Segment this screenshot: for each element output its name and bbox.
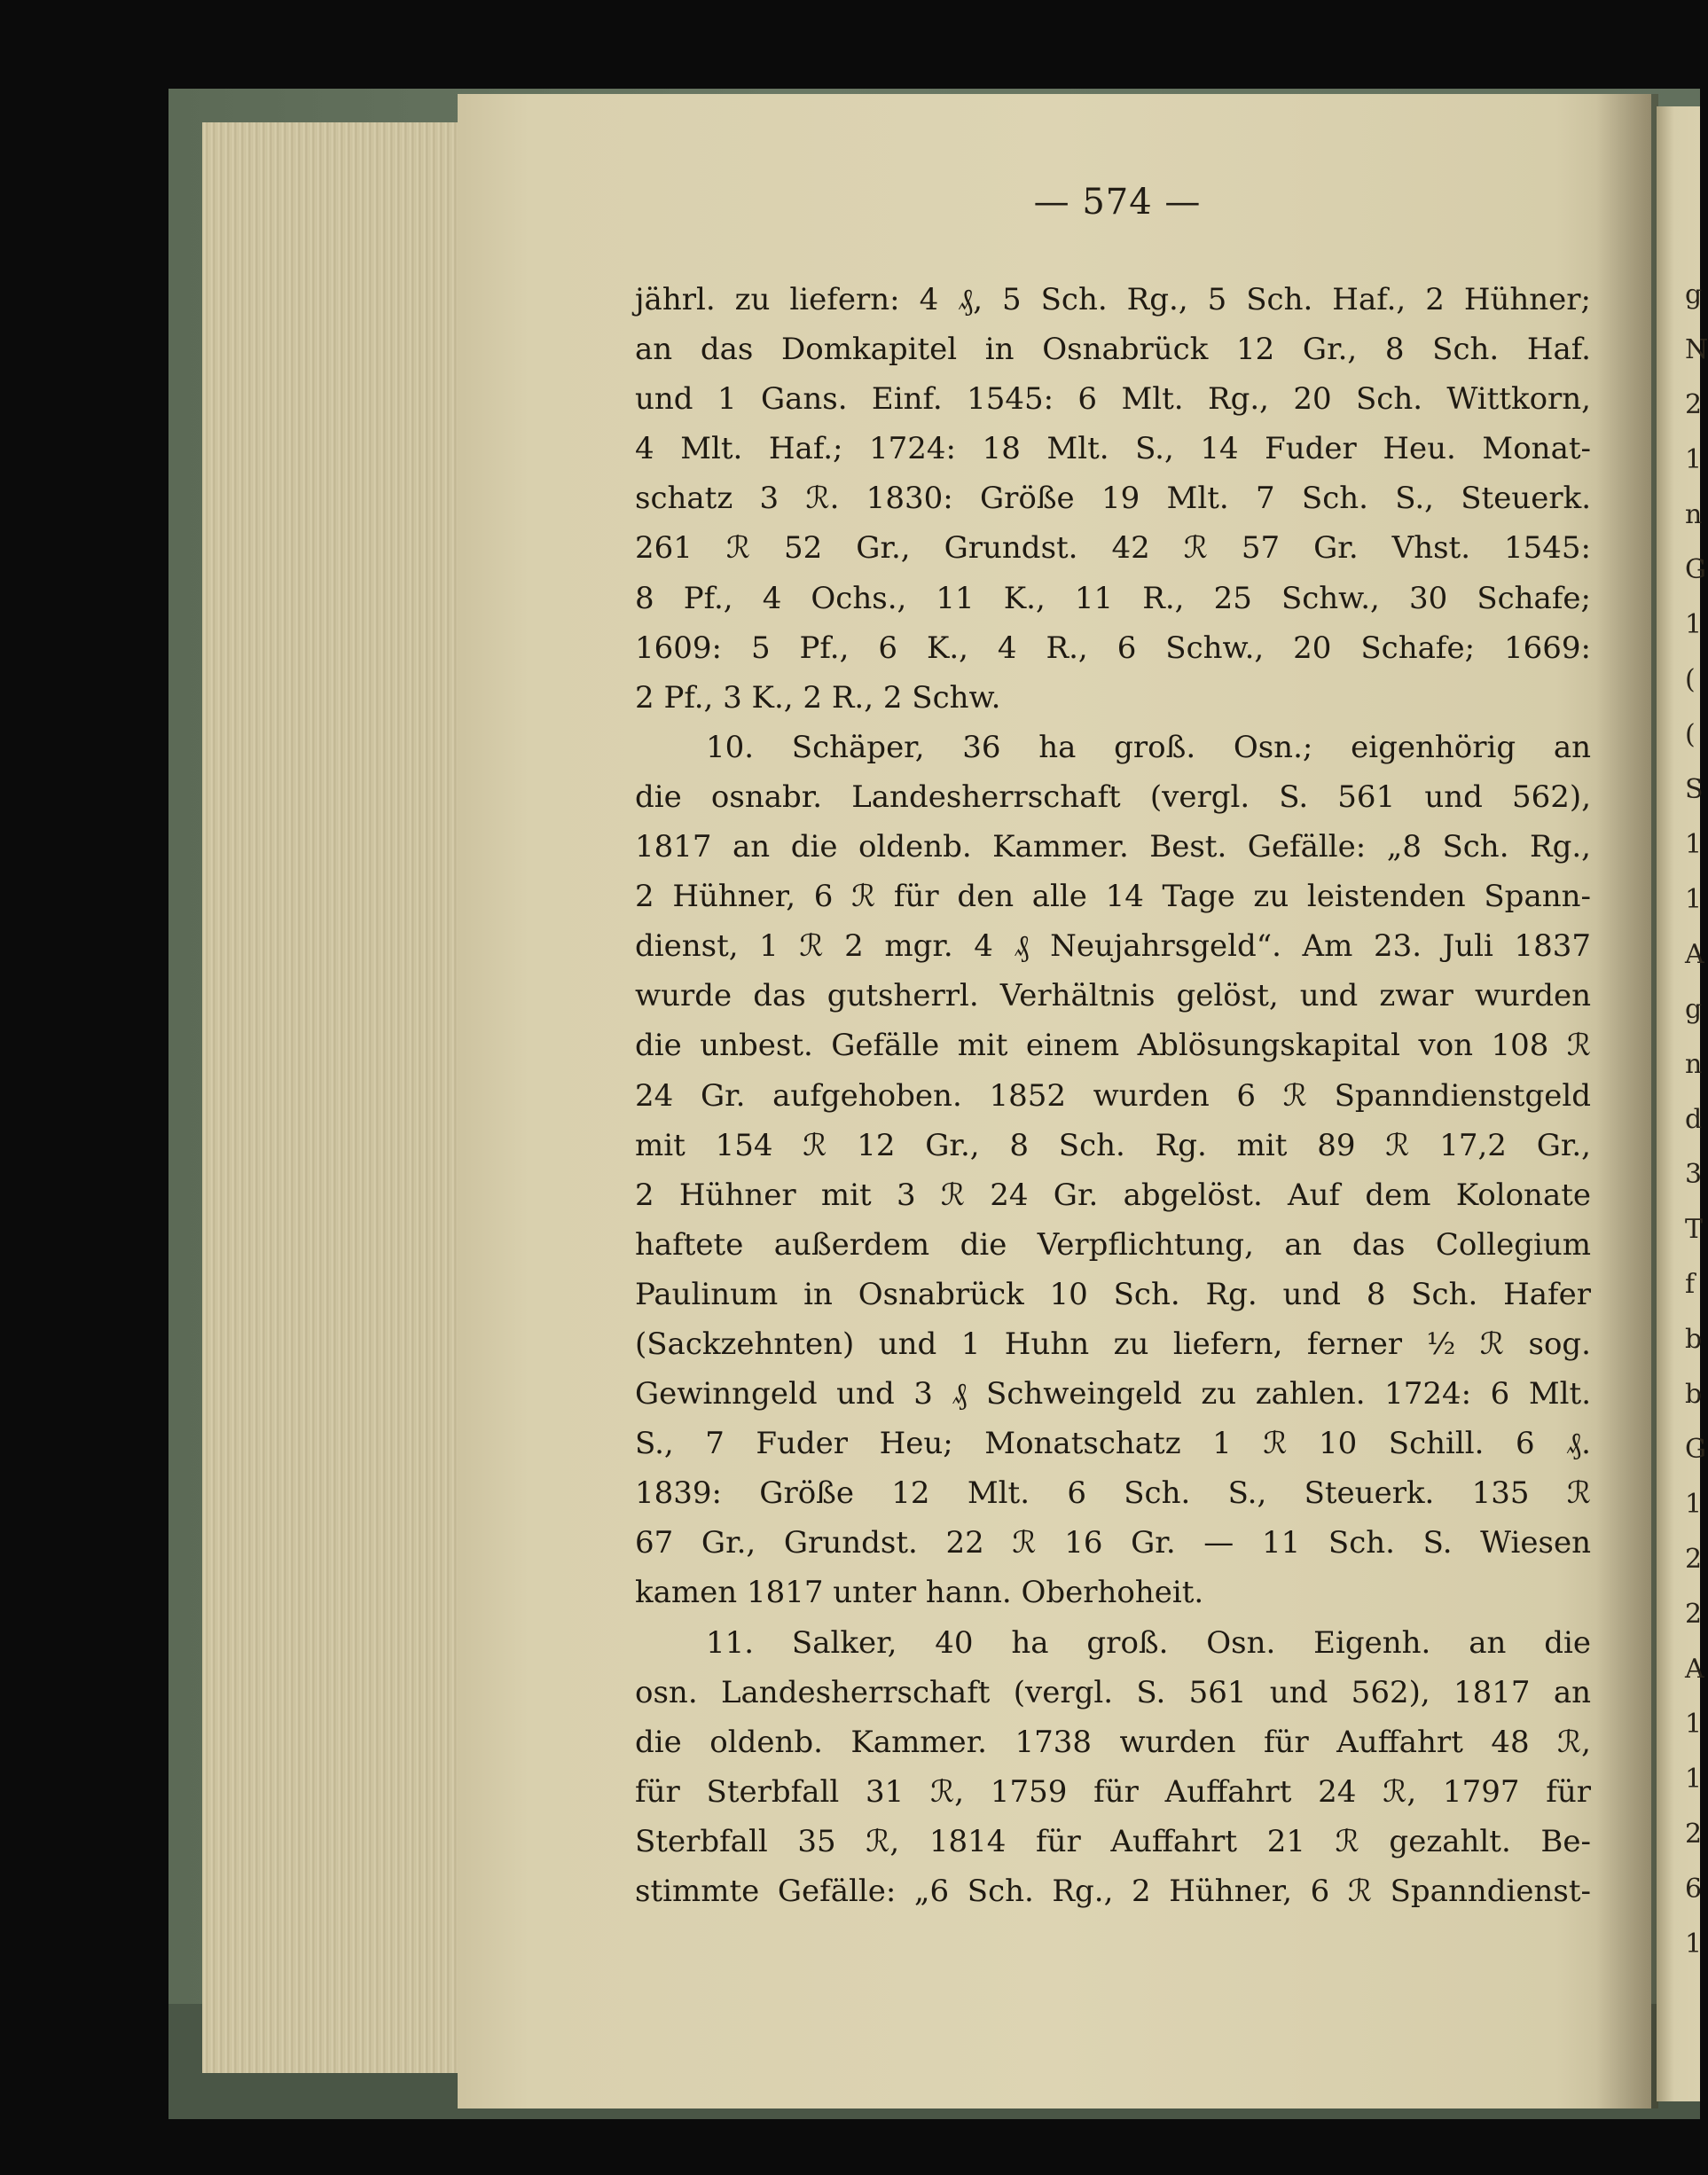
facing-page-char: 1 bbox=[1685, 884, 1703, 915]
facing-page-char: 1 bbox=[1685, 829, 1703, 860]
facing-page-char: 1 bbox=[1685, 609, 1703, 640]
facing-page-char: 6 bbox=[1685, 1874, 1703, 1905]
facing-page-char: S bbox=[1685, 774, 1704, 805]
text-line: dienst, 1 ℛ 2 mgr. 4 ₰ Neujahrsgeld“. Am 23. Juli 1837 bbox=[635, 928, 1591, 965]
text-line: 1609: 5 Pf., 6 K., 4 R., 6 Schw., 20 Schafe; 1669: bbox=[635, 630, 1591, 666]
facing-page-char: b bbox=[1685, 1324, 1703, 1355]
facing-page-char: A bbox=[1685, 1654, 1704, 1685]
text-line: 1817 an die oldenb. Kammer. Best. Gefälle: „8 Sch. Rg., bbox=[635, 829, 1591, 865]
text-line: 2 Pf., 3 K., 2 R., 2 Schw. bbox=[635, 679, 1001, 716]
text-line: stimmte Gefälle: „6 Sch. Rg., 2 Hühner, 6 ℛ Spanndienst- bbox=[635, 1874, 1591, 1909]
text-line: 11. Salker, 40 ha groß. Osn. Eigenh. an die bbox=[706, 1624, 1591, 1661]
text-line: Sterbfall 35 ℛ, 1814 für Auffahrt 21 ℛ gezahlt. Be- bbox=[635, 1823, 1591, 1859]
text-line: 67 Gr., Grundst. 22 ℛ 16 Gr. — 11 Sch. S. Wiesen bbox=[635, 1525, 1591, 1561]
text-line: wurde das gutsherrl. Verhältnis gelöst, und zwar wurden bbox=[635, 978, 1591, 1014]
text-line: die osnabr. Landesherrschaft (vergl. S. 561 und 562), bbox=[635, 778, 1591, 815]
text-line: schatz 3 ℛ. 1830: Größe 19 Mlt. 7 Sch. S., Steuerk. bbox=[635, 481, 1591, 517]
facing-page-char: T bbox=[1685, 1214, 1704, 1245]
text-line: 2 Hühner mit 3 ℛ 24 Gr. abgelöst. Auf dem Kolonate bbox=[635, 1177, 1591, 1213]
text-line: S., 7 Fuder Heu; Monatschatz 1 ℛ 10 Schill. 6 ₰. bbox=[635, 1426, 1591, 1462]
facing-page-char: f bbox=[1685, 1269, 1696, 1300]
text-line: jährl. zu liefern: 4 ₰, 5 Sch. Rg., 5 Sch. Haf., 2 Hühner; bbox=[635, 282, 1591, 317]
facing-page-char: ( bbox=[1685, 664, 1696, 695]
text-line: haftete außerdem die Verpflichtung, an das Collegium bbox=[635, 1226, 1591, 1263]
text-line: und 1 Gans. Einf. 1545: 6 Mlt. Rg., 20 Sch. Wittkorn, bbox=[635, 381, 1591, 418]
text-line: 8 Pf., 4 Ochs., 11 K., 11 R., 25 Schw., 30 Schafe; bbox=[635, 580, 1591, 616]
facing-page-char: G bbox=[1685, 554, 1706, 585]
facing-page-char: 2 bbox=[1685, 389, 1703, 420]
facing-page-char: 1 bbox=[1685, 1489, 1703, 1520]
text-line: 10. Schäper, 36 ha groß. Osn.; eigenhörig an bbox=[706, 729, 1591, 765]
text-line: die unbest. Gefälle mit einem Ablösungskapital von 108 ℛ bbox=[635, 1028, 1591, 1064]
text-line: 261 ℛ 52 Gr., Grundst. 42 ℛ 57 Gr. Vhst. 1545: bbox=[635, 530, 1591, 567]
facing-page-char: 2 bbox=[1685, 1544, 1703, 1575]
facing-page-char: N bbox=[1685, 334, 1708, 365]
text-line: (Sackzehnten) und 1 Huhn zu liefern, ferner ½ ℛ sog. bbox=[635, 1326, 1591, 1362]
facing-page-char: 2 bbox=[1685, 1599, 1703, 1630]
facing-page-char: 2 bbox=[1685, 1819, 1703, 1850]
facing-page-char: n bbox=[1685, 499, 1703, 530]
facing-page-char: d bbox=[1685, 1104, 1703, 1135]
text-line: osn. Landesherrschaft (vergl. S. 561 und 562), 1817 an bbox=[635, 1674, 1591, 1710]
facing-page-char: A bbox=[1685, 939, 1704, 970]
text-line: mit 154 ℛ 12 Gr., 8 Sch. Rg. mit 89 ℛ 17,2 Gr., bbox=[635, 1127, 1591, 1163]
facing-page-char: G bbox=[1685, 1434, 1706, 1465]
text-line: an das Domkapitel in Osnabrück 12 Gr., 8 Sch. Haf. bbox=[635, 332, 1591, 368]
page-edges bbox=[202, 122, 461, 2073]
text-line: 24 Gr. aufgehoben. 1852 wurden 6 ℛ Spanndienstgeld bbox=[635, 1077, 1591, 1114]
facing-page-char: 1 bbox=[1685, 1709, 1703, 1740]
facing-page-char: g bbox=[1685, 279, 1703, 310]
facing-page-char: b bbox=[1685, 1379, 1703, 1410]
text-line: kamen 1817 unter hann. Oberhoheit. bbox=[635, 1575, 1204, 1611]
text-line: die oldenb. Kammer. 1738 wurden für Auffahrt 48 ℛ, bbox=[635, 1724, 1591, 1760]
page-number: — 574 — bbox=[1033, 182, 1202, 223]
facing-page-char: n bbox=[1685, 1049, 1703, 1080]
facing-page-char: 1 bbox=[1685, 1764, 1703, 1795]
facing-page-char: 3 bbox=[1685, 1159, 1703, 1190]
text-line: für Sterbfall 31 ℛ, 1759 für Auffahrt 24 ℛ, 1797 für bbox=[635, 1773, 1591, 1810]
text-line: Paulinum in Osnabrück 10 Sch. Rg. und 8 Sch. Hafer bbox=[635, 1276, 1591, 1312]
text-line: 1839: Größe 12 Mlt. 6 Sch. S., Steuerk. 135 ℛ bbox=[635, 1475, 1591, 1512]
facing-page-char: 1 bbox=[1685, 444, 1703, 475]
page-body-text bbox=[635, 275, 1591, 1916]
text-line: Gewinngeld und 3 ₰ Schweingeld zu zahlen. 1724: 6 Mlt. bbox=[635, 1376, 1591, 1412]
facing-page-char: g bbox=[1685, 994, 1703, 1025]
facing-page-char: ( bbox=[1685, 719, 1696, 750]
text-line: 2 Hühner, 6 ℛ für den alle 14 Tage zu leistenden Spann- bbox=[635, 879, 1591, 915]
text-line: 4 Mlt. Haf.; 1724: 18 Mlt. S., 14 Fuder Heu. Monat- bbox=[635, 431, 1591, 467]
page-gutter-shadow bbox=[1596, 94, 1658, 2108]
facing-page-char: 1 bbox=[1685, 1929, 1703, 1960]
